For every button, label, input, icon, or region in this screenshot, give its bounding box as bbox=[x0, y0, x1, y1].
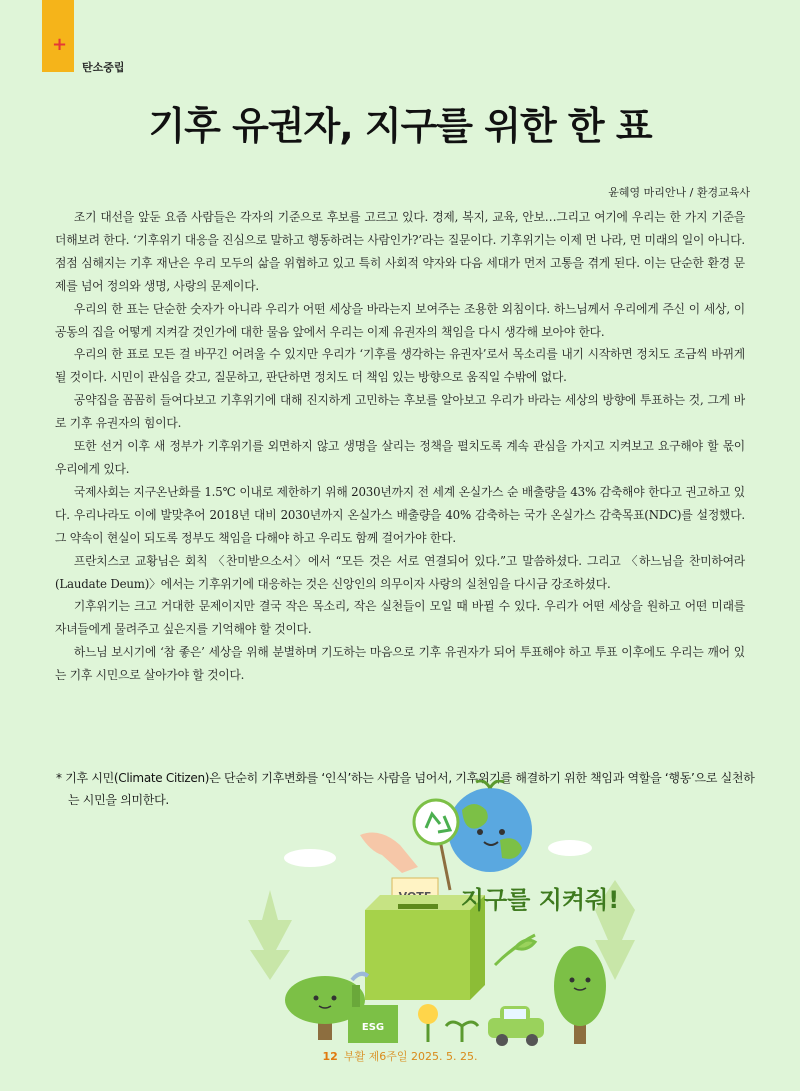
paragraph: 우리의 한 표로 모든 걸 바꾸긴 어려울 수 있지만 우리가 ‘기후를 생각하는 유권자’로서 목소리를 내기 시작하면 정치도 조금씩 바뀌게 될 것이다. 시민이 관심을 갖고, 질문하고, 판단하면 정치도 더 책임 있는 방향으로 움직일 수밖에 없다. bbox=[55, 347, 745, 385]
earth-character-icon bbox=[448, 781, 532, 872]
paragraph: 공약집을 꼼꼼히 들여다보고 기후위기에 대해 진지하게 고민하는 후보를 알아보고 우리가 바라는 세상의 방향에 투표하는 것, 그게 바로 기후 유권자의 힘이다. bbox=[55, 393, 745, 431]
paragraph: 프란치스코 교황님은 회칙 〈찬미받으소서〉에서 “모든 것은 서로 연결되어 있다.”고 말씀하셨다. 그리고 〈하느님을 찬미하여라(Laudate Deum)〉에서는 기후위기에 대응하는 것은 신앙인의 의무이자 사랑의 실천임을 다시금 강조하셨다. bbox=[55, 553, 745, 591]
cloud-icon bbox=[284, 849, 336, 867]
page-footer bbox=[0, 1048, 800, 1064]
article-body bbox=[55, 206, 745, 687]
esg-label: ESG bbox=[361, 1022, 385, 1033]
eco-car-icon bbox=[488, 1006, 544, 1046]
paragraph: 또한 선거 이후 새 정부가 기후위기를 외면하지 않고 생명을 살리는 정책을 펼치도록 계속 관심을 가지고 지켜보고 요구해야 할 몫이 우리에게 있다. bbox=[55, 439, 745, 476]
paragraph: 기후위기는 크고 거대한 문제이지만 결국 작은 목소리, 작은 실천들이 모일 때 바뀔 수 있다. 우리가 어떤 세상을 원하고 어떤 미래를 자녀들에게 물려주고 싶은지를 기억해야 할 것이다. bbox=[55, 599, 745, 637]
page-number: 12 bbox=[322, 1050, 338, 1063]
paragraph: 조기 대선을 앞둔 요즘 사람들은 각자의 기준으로 후보를 고르고 있다. 경제, 복지, 교육, 안보…그리고 여기에 우리는 한 가지 기준을 더해보려 한다. ‘기후위기 대응을 진심으로 말하고 행동하려는 사람인가?’라는 질문이다. 기후위기는 이제 먼 나라, 먼 미래의 일이 아니다. 점점 심해지는 기후 재난은 우리 모두의 삶을 위협하고 있고 특히 사회적 약자와 다음 세대가 먼저 고통을 겪게 된다. 이는 단순한 환경 문제를 넘어 정의와 생명, 사랑의 문제이다. bbox=[55, 210, 745, 293]
flower-icon bbox=[418, 1004, 438, 1042]
section-label: 탄소중립 bbox=[82, 61, 125, 74]
slogan-text: 지구를 지켜줘! bbox=[460, 886, 620, 914]
sprout-icon bbox=[495, 935, 535, 965]
paragraph: 하느님 보시기에 ‘참 좋은’ 세상을 위해 분별하며 기도하는 마음으로 기후 유권자가 되어 투표해야 하고 투표 이후에도 우리는 깨어 있는 기후 시민으로 살아가야 할 것이다. bbox=[55, 645, 745, 683]
cloud-icon bbox=[548, 840, 592, 856]
issue-date: 부활 제6주일 2025. 5. 25. bbox=[343, 1050, 478, 1063]
article-title: 기후 유권자, 지구를 위한 한 표 bbox=[148, 104, 652, 148]
article-author: 윤혜영 마리안나 / 환경교육사 bbox=[608, 186, 750, 199]
smiling-tree-icon bbox=[554, 946, 606, 1044]
paragraph: 국제사회는 지구온난화를 1.5℃ 이내로 제한하기 위해 2030년까지 전 세계 온실가스 순 배출량을 43% 감축해야 한다고 권고하고 있다. 우리나라도 이에 발맞추어 2018년 대비 2030년까지 온실가스 배출량을 40% 감축하는 국가 온실가스 감축목표(NDC)를 설정했다. 그 약속이 현실이 되도록 정부도 책임을 다해야 하고 우리도 함께 걸어가야 한다. bbox=[55, 484, 745, 545]
paragraph: 우리의 한 표는 단순한 숫자가 아니라 우리가 어떤 세상을 바라는지 보여주는 조용한 외침이다. 하느님께서 우리에게 주신 이 세상, 이 공동의 집을 어떻게 지켜갈 것인가에 대한 물음 앞에서 우리는 이제 유권자의 책임을 다시 생각해 보아야 한다. bbox=[55, 301, 745, 339]
sprout-icon bbox=[446, 1022, 478, 1042]
hand-icon bbox=[360, 833, 418, 873]
background-tree-icon bbox=[248, 890, 292, 980]
footnote: * 기후 시민(Climate Citizen)은 단순히 기후변화를 ‘인식’하는 사람을 넘어서, 기후위기를 해결하기 위한 책임과 역할을 ‘행동’으로 실천하는 시민을 의미한다. bbox=[56, 771, 755, 807]
vote-illustration bbox=[240, 780, 640, 1060]
cross-icon: + bbox=[52, 34, 68, 55]
